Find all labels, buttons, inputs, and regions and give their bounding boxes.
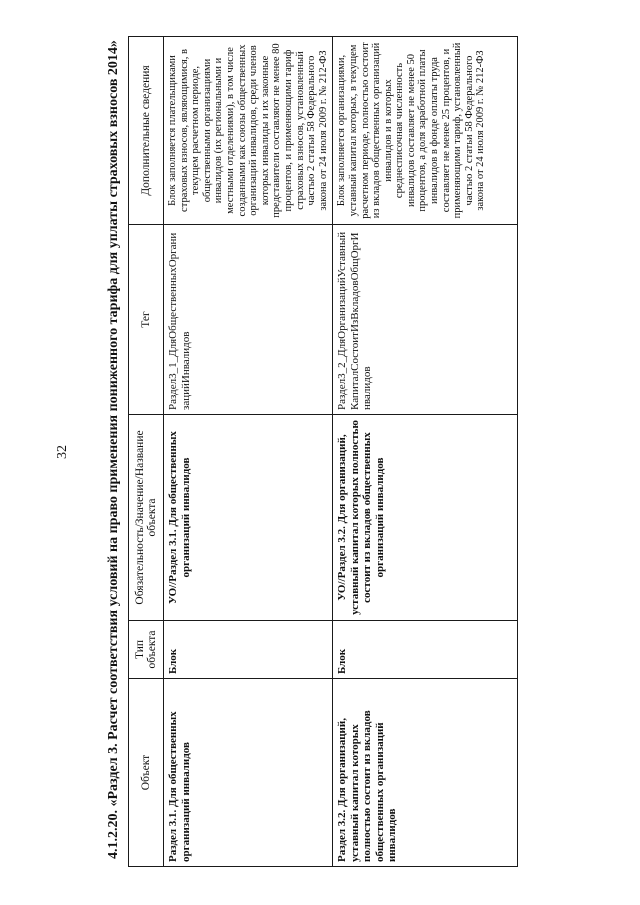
cell-type: Блок [333,621,518,679]
cell-object: Раздел 3.1. Для общественных организаций инвалидов [164,679,333,867]
column-header-details: Дополнительные сведения [129,37,164,225]
section-heading: 4.1.2.20. «Раздел 3. Расчет соответствия условий на право применения пониженного тарифа для уплаты страховых взносов 2014» [106,40,121,859]
cell-tag: Раздел3_2_ДляОрганизацийУставныйКапиталСостоитИзВкладовОбщОргИнвалидов [333,225,518,415]
column-header-object: Объект [129,679,164,867]
table-row [333,37,518,867]
cell-obligation: УО//Раздел 3.1. Для общественных организаций инвалидов [164,415,333,621]
cell-details: Блок заполняется плательщиками страховых взносов, являющимися, в текущем расчетном периоде, общественными организациями инвалидов (их региональными и местными отделениями), в том числе созданными как союзы общественных организаций инвалидов, среди членов которых инвалиды и их законные представители составляют не менее 80 процентов, и применяющими тариф страховых взносов, установленный частью 2 статьи 58 Федерального закона от 24 июля 2009 г. № 212-ФЗ [164,37,333,225]
column-header-obligation: Обязательность/Значение/Название объекта [129,415,164,621]
cell-tag: Раздел3_1_ДляОбщественныхОрганизацийИнвалидов [164,225,333,415]
page-number: 32 [55,445,70,459]
column-header-tag: Тег [129,225,164,415]
table-header-row [129,37,164,867]
cell-details: Блок заполняется организациями, уставный капитал которых, в текущем расчетном периоде, полностью состоит из вкладов общественных организаций инвалидов и в которых среднесписочная численность инвалидов составляет не менее 50 процентов, а доля заработной платы инвалидов в фонде оплаты труда составляет не менее 25 процентов, и применяющими тариф, установленный частью 2 статьи 58 Федерального закона от 24 июля 2009 г. № 212-ФЗ [333,37,518,225]
cell-type: Блок [164,621,333,679]
column-header-type: Тип объекта [129,621,164,679]
table-row [164,37,333,867]
cell-obligation: УО//Раздел 3.2. Для организаций, уставный капитал которых полностью состоит из вкладов общественных организаций инвалидов [333,415,518,621]
cell-object: Раздел 3.2. Для организаций, уставный капитал которых полностью состоит из вкладов общественных организаций инвалидов [333,679,518,867]
rotated-page-content [106,37,526,867]
data-table [128,36,518,867]
